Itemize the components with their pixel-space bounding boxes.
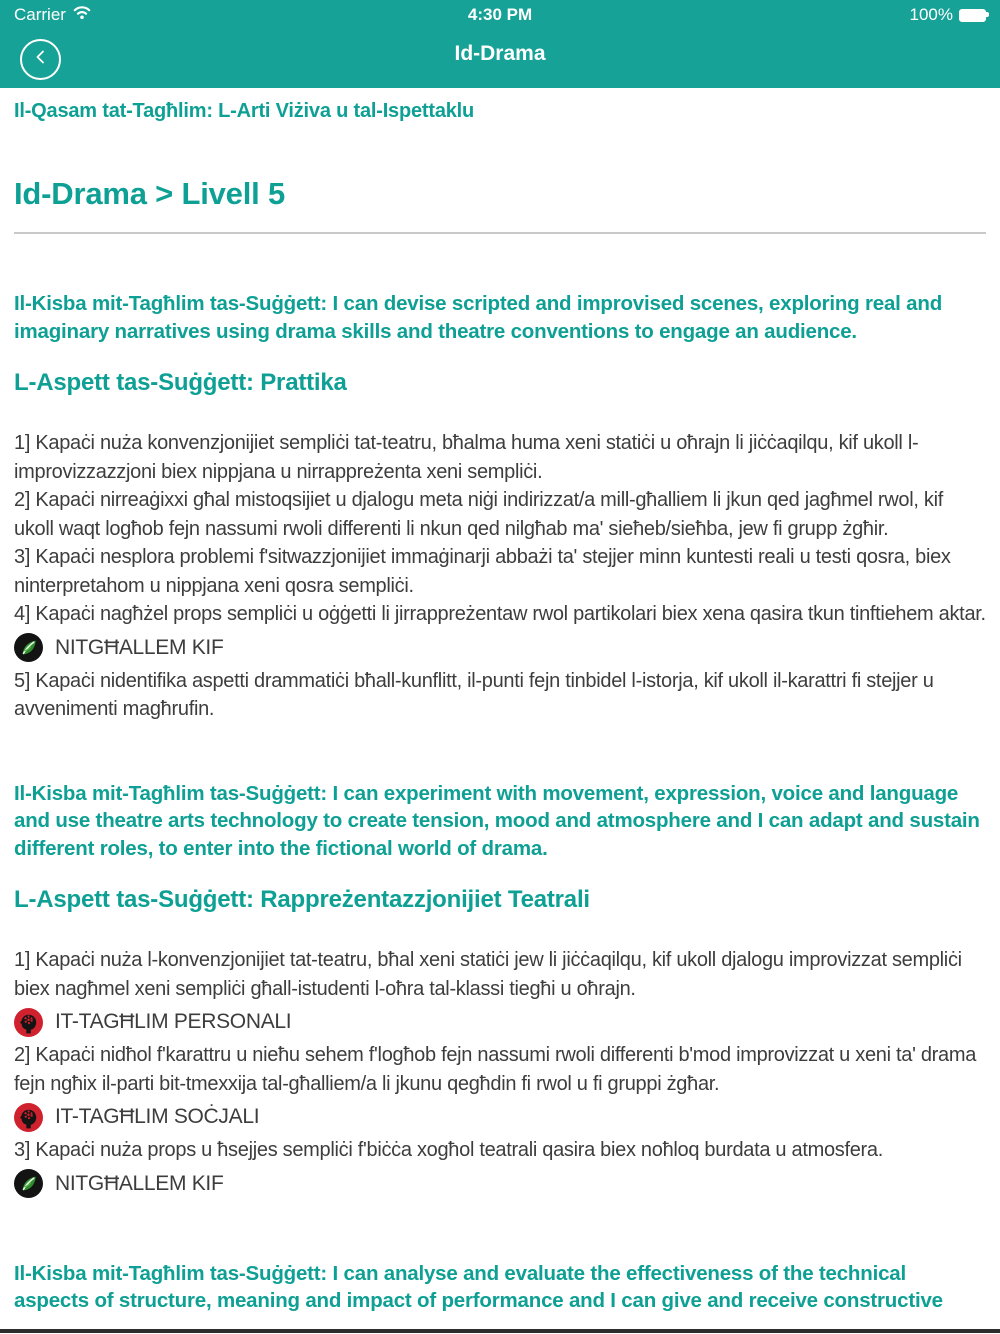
learning-area-heading: Il-Qasam tat-Tagħlim: L-Arti Viżiva u tal-Ispettaklu: [14, 100, 475, 122]
content-scroll-view[interactable]: [0, 100, 1000, 1315]
list-item: 5] Kapaċi nidentifika aspetti drammatiċi bħall-kunflitt, il-punti fejn tinbidel l-istorja, kif ukoll il-karattri fi stejjer u avvenimenti magħrufin.: [14, 669, 934, 720]
navigation-bar: [0, 30, 1000, 88]
page-nav-title: Id-Drama: [454, 42, 546, 65]
subject-aspect-heading: L-Aspett tas-Suġġett: Prattika: [14, 369, 347, 396]
badge-label: IT-TAGĦLIM PERSONALI: [55, 1010, 292, 1033]
learning-to-learn-badge: [14, 632, 986, 664]
head-gear-icon: [14, 1008, 43, 1037]
list-item: 2] Kapaċi nidħol f'karattru u nieħu sehem f'logħob fejn nassumi rwoli differenti b'mod improvizzat u xeni ta' drama fejn ngħix il-parti bit-tmexxija tal-għalliem/a li jkunu qegħdin fi rwol u fi gruppi żgħar.: [14, 1044, 977, 1095]
list-item: 2] Kapaċi nirreaġixxi għal mistoqsijiet u djalogu meta niġi indirizzat/a mill-għalliem li jkun qed jagħmel rwol, kif ukoll waqt logħob fejn nassumi rwoli differenti li nkun qed nilgħab ma' sieħeb/sieħba, jew fi grupp żgħir.: [14, 489, 943, 540]
carrier-label: Carrier: [14, 5, 66, 24]
app-header: [0, 0, 1000, 88]
leaf-icon: [14, 633, 43, 662]
personal-learning-badge: [14, 1006, 986, 1038]
list-item: 1] Kapaċi nuża konvenzjonijiet sempliċi tat-teatru, bħalma huma xeni statiċi u oħrajn li jiċċaqilqu, kif ukoll l-improvizzazzjoni biex nippjana u nirrappreżenta xeni sempliċi.: [14, 432, 919, 483]
list-item: 3] Kapaċi nuża props u ħsejjes sempliċi f'biċċa xogħol teatrali qasira biex noħloq burdata u atmosfera.: [14, 1139, 883, 1161]
breadcrumb-title: Id-Drama > Livell 5: [14, 176, 286, 211]
divider: [14, 232, 986, 234]
badge-label: NITGĦALLEM KIF: [55, 635, 224, 659]
status-time: 4:30 PM: [467, 5, 533, 24]
subject-aspect-heading: L-Aspett tas-Suġġett: Rappreżentazzjonijiet Teatrali: [14, 886, 590, 913]
battery-icon: [959, 9, 986, 22]
badge-label: IT-TAGĦLIM SOĊJALI: [55, 1105, 260, 1128]
learning-to-learn-badge: [14, 1168, 986, 1200]
learning-outcome-statement: Il-Kisba mit-Tagħlim tas-Suġġett: I can experiment with movement, expression, voice and language and use theatre arts technology to create tension, mood and atmosphere and I can adapt and sustain different roles, to enter into the fictional world of drama.: [14, 781, 980, 860]
list-item: 1] Kapaċi nuża l-konvenzjonijiet tat-teatru, bħal xeni statiċi jew li jiċċaqilqu, kif ukoll djalogu improvizzat sempliċi biex nagħmel xeni sempliċi għall-istudenti l-oħra tal-klassi tiegħi u oħrajn.: [14, 949, 962, 1000]
head-gear-icon: [14, 1103, 43, 1132]
list-item: 3] Kapaċi nesplora problemi f'sitwazzjonijiet immaġinarji abbażi ta' stejjer minn kuntesti reali u testi qosra, biex ninterpretahom u nippjana xeni qosra sempliċi.: [14, 546, 951, 597]
learning-outcome-statement: Il-Kisba mit-Tagħlim tas-Suġġett: I can analyse and evaluate the effectiveness of the technical aspects of structure, meaning and impact of performance and I can give and receive constructive: [14, 1261, 943, 1312]
leaf-icon: [14, 1169, 43, 1198]
clipped-content-strip: [0, 1329, 1000, 1333]
battery-percent-label: 100%: [909, 5, 953, 24]
list-item: 4] Kapaċi nagħżel props sempliċi u oġġetti li jirrappreżentaw rwol partikolari biex xena qasira tkun tinftiehem aktar.: [14, 603, 986, 625]
learning-outcome-statement: Il-Kisba mit-Tagħlim tas-Suġġett: I can devise scripted and improvised scenes, exploring real and imaginary narratives using drama skills and theatre conventions to engage an audience.: [14, 292, 943, 343]
status-bar: [0, 0, 1000, 30]
badge-label: NITGĦALLEM KIF: [55, 1171, 224, 1195]
social-learning-badge: [14, 1101, 986, 1133]
